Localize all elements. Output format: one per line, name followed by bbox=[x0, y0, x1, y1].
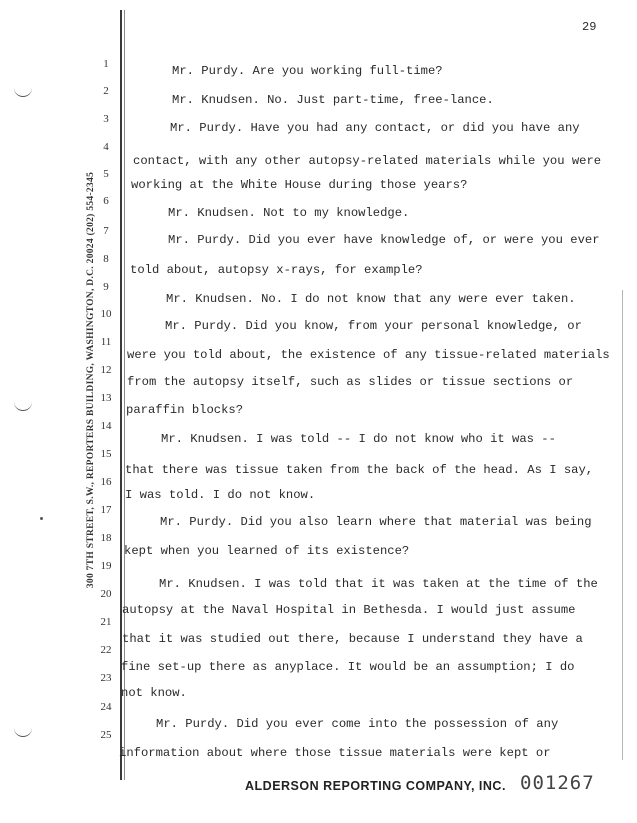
line-number: 18 bbox=[100, 532, 112, 544]
line-number: 5 bbox=[103, 168, 109, 180]
line-number: 1 bbox=[103, 58, 109, 70]
binder-hole-mark bbox=[14, 88, 32, 97]
line-number: 11 bbox=[100, 336, 112, 348]
line-number: 25 bbox=[100, 729, 112, 741]
transcript-line: Mr. Knudsen. I was told -- I do not know who it was -- bbox=[161, 432, 556, 446]
transcript-line: Mr. Purdy. Did you ever have knowledge of, or were you ever bbox=[168, 233, 600, 247]
right-margin-rule bbox=[622, 290, 623, 760]
line-number: 4 bbox=[103, 141, 109, 153]
transcript-line: not know. bbox=[121, 686, 187, 700]
reporter-address-caption: 300 7TH STREET, S.W., REPORTERS BUILDING, WASHINGTON, D.C. 20024 (202) 554-2345 bbox=[86, 171, 96, 589]
transcript-line: Mr. Knudsen. No. I do not know that any were ever taken. bbox=[166, 292, 576, 306]
transcript-line: told about, autopsy x-rays, for example? bbox=[130, 263, 423, 277]
line-number: 3 bbox=[103, 113, 109, 125]
transcript-line: Mr. Purdy. Did you also learn where that material was being bbox=[160, 515, 592, 529]
line-number: 14 bbox=[100, 420, 112, 432]
binder-hole-mark bbox=[14, 402, 32, 411]
line-number: 19 bbox=[100, 560, 112, 572]
line-number: 2 bbox=[103, 85, 109, 97]
line-number: 21 bbox=[100, 616, 112, 628]
bates-number: 001267 bbox=[520, 772, 595, 794]
transcript-line: Mr. Knudsen. No. Just part-time, free-lance. bbox=[172, 93, 494, 107]
transcript-line: Mr. Purdy. Have you had any contact, or did you have any bbox=[170, 121, 580, 135]
line-number: 23 bbox=[100, 672, 112, 684]
line-number: 15 bbox=[100, 448, 112, 460]
line-number: 20 bbox=[100, 588, 112, 600]
transcript-line: Mr. Knudsen. Not to my knowledge. bbox=[168, 206, 410, 220]
reporting-company-footer: ALDERSON REPORTING COMPANY, INC. bbox=[245, 779, 506, 793]
line-number: 22 bbox=[100, 644, 112, 656]
transcript-line: information about where those tissue materials were kept or bbox=[119, 746, 551, 760]
transcript-line: were you told about, the existence of any tissue-related materials bbox=[127, 348, 610, 362]
page-number: 29 bbox=[582, 20, 597, 34]
transcript-line: that there was tissue taken from the back of the head. As I say, bbox=[125, 463, 594, 477]
transcript-line: fine set-up there as anyplace. It would be an assumption; I do bbox=[121, 660, 575, 674]
line-number: 8 bbox=[103, 253, 109, 265]
line-number: 12 bbox=[100, 364, 112, 376]
transcript-line: Mr. Purdy. Did you ever come into the possession of any bbox=[156, 717, 559, 731]
transcript-line: Mr. Purdy. Are you working full-time? bbox=[172, 64, 443, 78]
line-number: 16 bbox=[100, 476, 112, 488]
binder-hole-mark bbox=[14, 728, 32, 737]
transcript-line: Mr. Knudsen. I was told that it was taken at the time of the bbox=[159, 577, 598, 591]
transcript-line: that it was studied out there, because I understand they have a bbox=[122, 632, 583, 646]
line-number: 13 bbox=[100, 392, 112, 404]
transcript-line: Mr. Purdy. Did you know, from your personal knowledge, or bbox=[165, 319, 582, 333]
line-number: 24 bbox=[100, 701, 112, 713]
line-number: 17 bbox=[100, 504, 112, 516]
transcript-line: from the autopsy itself, such as slides or tissue sections or bbox=[127, 375, 574, 389]
transcript-line: paraffin blocks? bbox=[126, 403, 244, 417]
transcript-line: I was told. I do not know. bbox=[125, 488, 316, 502]
line-number: 6 bbox=[103, 195, 109, 207]
line-number: 10 bbox=[100, 308, 112, 320]
transcript-line: kept when you learned of its existence? bbox=[124, 544, 410, 558]
transcript-line: autopsy at the Naval Hospital in Bethesda. I would just assume bbox=[122, 603, 576, 617]
transcript-line: contact, with any other autopsy-related materials while you were bbox=[133, 154, 602, 168]
stray-mark bbox=[40, 517, 43, 520]
line-number: 7 bbox=[103, 225, 109, 237]
transcript-line: working at the White House during those years? bbox=[131, 178, 468, 192]
line-number: 9 bbox=[103, 281, 109, 293]
